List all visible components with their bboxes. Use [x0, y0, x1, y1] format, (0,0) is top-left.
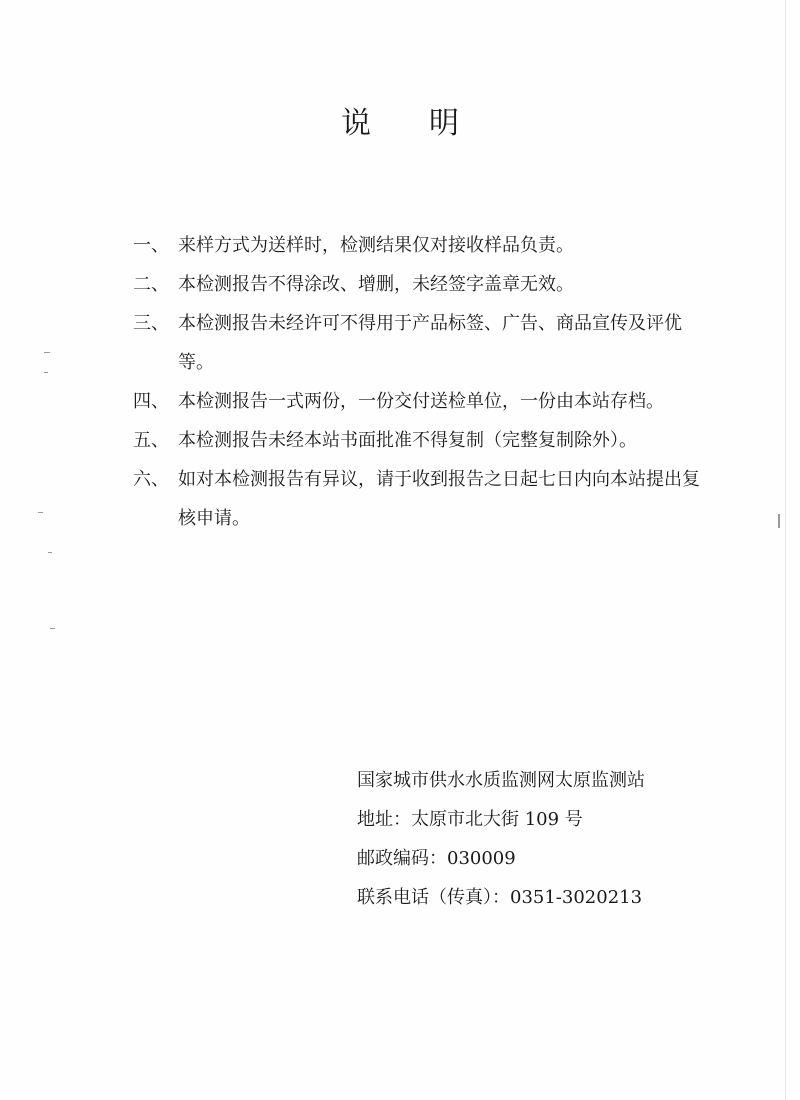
scan-speck [50, 628, 55, 629]
note-item [133, 226, 723, 265]
scan-speck [48, 552, 52, 553]
scan-speck [778, 514, 780, 528]
note-item [133, 421, 723, 460]
scan-speck [44, 352, 50, 353]
note-item [133, 265, 723, 304]
address-line: 地址：太原市北大街 109 号 [357, 809, 583, 830]
note-item [133, 460, 723, 538]
note-number: 一、 [133, 235, 169, 256]
phone-line: 联系电话（传真）：0351-3020213 [357, 887, 643, 908]
organization-name: 国家城市供水水质监测网太原监测站 [357, 770, 645, 791]
note-number: 二、 [133, 274, 169, 295]
note-text: 本检测报告未经许可不得用于产品标签、广告、商品宣传及评优等。 [178, 313, 682, 373]
postal-code-line: 邮政编码：030009 [357, 848, 516, 869]
note-text: 本检测报告不得涂改、增删，未经签字盖章无效。 [178, 274, 574, 295]
note-text: 本检测报告未经本站书面批准不得复制（完整复制除外）。 [178, 430, 637, 451]
note-text: 来样方式为送样时，检测结果仅对接收样品负责。 [178, 235, 574, 256]
note-text: 本检测报告一式两份，一份交付送检单位，一份由本站存档。 [178, 391, 664, 412]
note-number: 三、 [133, 313, 169, 334]
title-char: 说 [341, 106, 371, 141]
scan-speck [38, 512, 43, 513]
note-item [133, 304, 723, 382]
scan-speck [44, 372, 48, 373]
document-title [0, 98, 800, 142]
notes-list [133, 226, 723, 538]
note-number: 四、 [133, 391, 169, 412]
note-text: 如对本检测报告有异议，请于收到报告之日起七日内向本站提出复核申请。 [178, 469, 700, 529]
contact-block [357, 761, 757, 917]
note-number: 六、 [133, 469, 169, 490]
note-number: 五、 [133, 430, 169, 451]
title-char: 明 [429, 106, 459, 141]
scan-edge-line [785, 0, 786, 1100]
note-item [133, 382, 723, 421]
